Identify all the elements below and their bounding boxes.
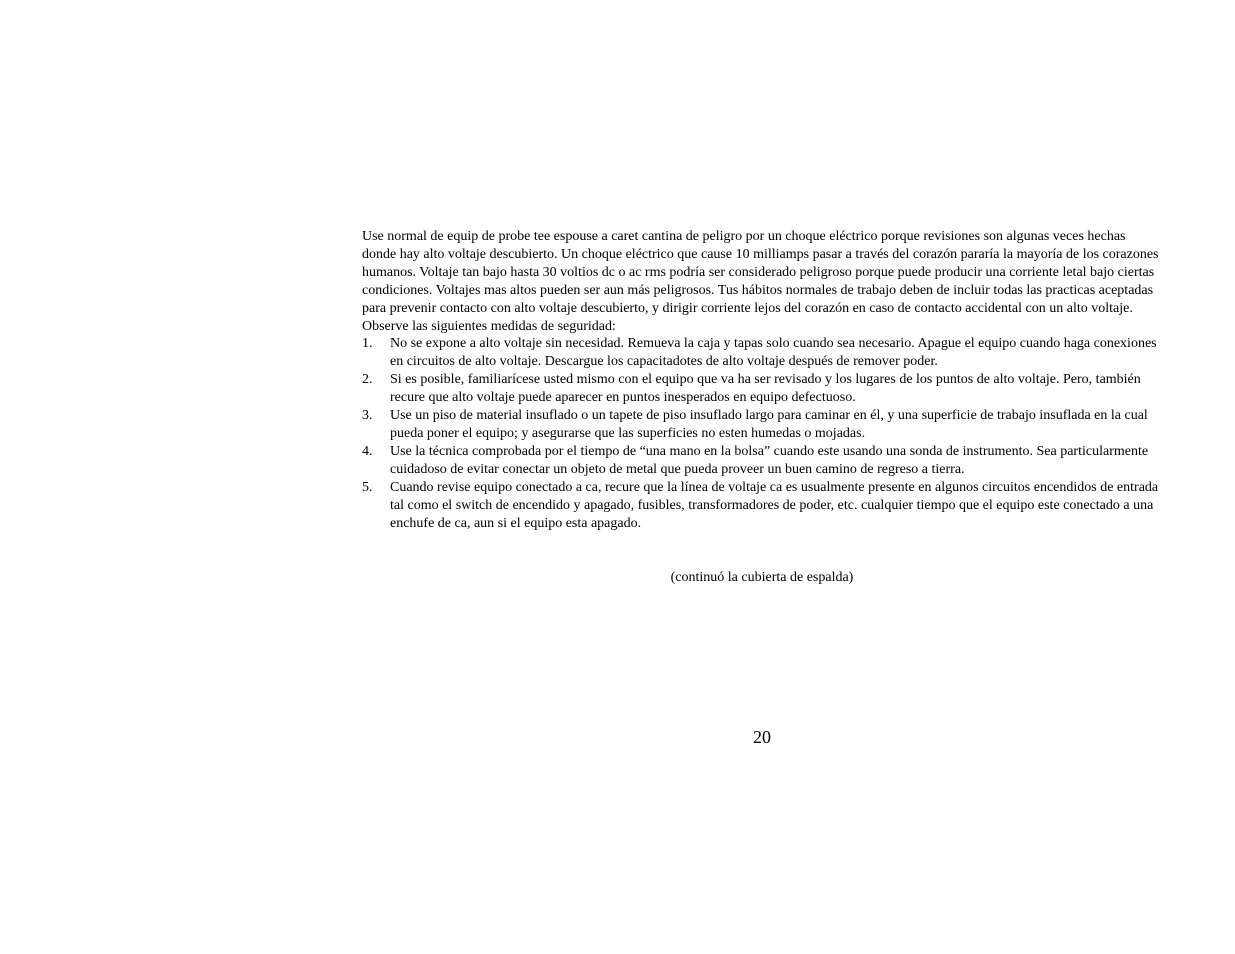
list-item-number: 4. — [362, 443, 373, 459]
list-item-number: 5. — [362, 479, 373, 495]
document-body — [362, 228, 1162, 532]
list-item — [362, 479, 1162, 533]
list-item-number: 2. — [362, 372, 373, 388]
page-number: 20 — [753, 727, 771, 747]
list-item-text: Si es posible, familiarícese usted mismo con el equipo que va ha ser revisado y los lugares de los puntos de alto voltaje. Pero, también recure que alto voltaje puede aparecer en puntos inesperados en equipo defectuoso. — [390, 372, 1141, 406]
list-item — [362, 335, 1162, 371]
list-item-text: Use un piso de material insuflado o un tapete de piso insuflado largo para caminar en él, y una superficie de trabajo insuflada en la cual pueda poner el equipo; y asegurarse que las superficies no esten humedas o mojadas. — [390, 408, 1148, 441]
list-item-text: Cuando revise equipo conectado a ca, recure que la línea de voltaje ca es usualmente presente en algunos circuitos encendidos de entrada tal como el switch de encendido y apagado, fusibles, transformadores de poder, etc. cualquier tiempo que el equipo este conectado a una enchufe de ca, aun si el equipo esta apagado. — [390, 479, 1159, 531]
list-item-number: 3. — [362, 408, 373, 424]
list-item — [362, 371, 1162, 407]
list-item — [362, 443, 1162, 479]
safety-measures-list — [362, 335, 1162, 532]
intro-paragraph: Use normal de equip de probe tee espouse a caret cantina de peligro por un choque eléctrico porque revisiones son algunas veces hechas donde hay alto voltaje descubierto. Un choque eléctrico que cause 10 milliamps pasar a través del corazón pararía la mayoría de los corazones humanos. Voltaje tan bajo hasta 30 voltios dc o ac rms podría ser considerado peligroso porque puede producir una corriente letal bajo ciertas condiciones. Voltajes mas altos pueden ser aun más peligrosos. Tus hábitos normales de trabajo deben de incluir todas las practicas aceptadas para prevenir contacto con alto voltaje descubierto, y dirigir corriente lejos del corazón en caso de contacto accidental con un alto voltaje. Observe las siguientes medidas de seguridad: — [362, 229, 1159, 334]
list-item-number: 1. — [362, 336, 373, 352]
list-item-text: Use la técnica comprobada por el tiempo de “una mano en la bolsa” cuando este usando una sonda de instrumento. Sea particularmente cuidadoso de evitar conectar un objeto de metal que pueda proveer un buen camino de regreso a tierra. — [390, 443, 1149, 477]
list-item-text: No se expone a alto voltaje sin necesidad. Remueva la caja y tapas solo cuando sea necesario. Apague el equipo cuando haga conexiones en circuitos de alto voltaje. Descargue los capacitadotes de alto voltaje después de remover poder. — [390, 336, 1157, 370]
list-item — [362, 407, 1162, 443]
continued-note: (continuó la cubierta de espalda) — [670, 570, 854, 585]
